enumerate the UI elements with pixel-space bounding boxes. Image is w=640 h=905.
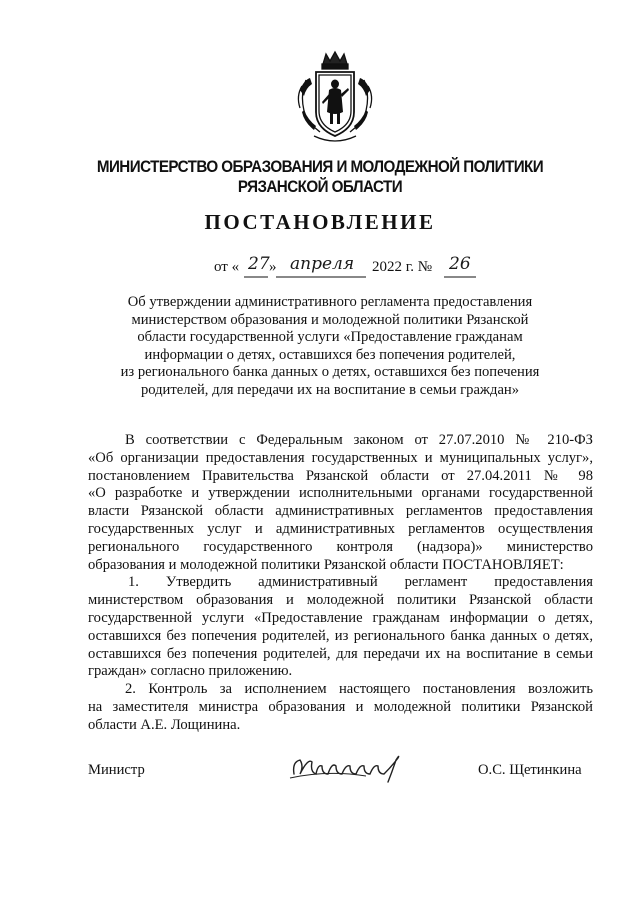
clause-2-line: области А.Е. Лощинина. xyxy=(88,716,241,733)
subject-line: министерством образования и молодежной политики Рязанской xyxy=(131,311,529,328)
body-line: постановлением Правительства Рязанской области от 27.04.2011 № 98 xyxy=(88,467,593,484)
document-body xyxy=(88,432,593,735)
ministry-name-line1: МИНИСТЕРСТВО ОБРАЗОВАНИЯ И МОЛОДЕЖНОЙ ПОЛИТИКИ xyxy=(96,158,544,176)
body-line: власти Рязанской области административных регламентов предоставления xyxy=(88,503,593,520)
body-line: регионального государственного контроля (надзора)» министерство xyxy=(88,538,593,555)
clause-1-line: министерством образования и молодежной политики Рязанской области xyxy=(88,592,593,609)
subject-line: Об утверждении административного регламента предоставления xyxy=(127,294,533,310)
clause-1-line: 1. Утвердить административный регламент предоставления xyxy=(128,574,593,591)
handwritten-signature xyxy=(288,748,418,788)
subject-line: информации о детях, оставшихся без попечения родителей, xyxy=(144,346,516,363)
date-prefix: от « xyxy=(214,259,240,275)
body-line: образования и молодежной политики Рязанской области ПОСТАНОВЛЯЕТ: xyxy=(88,556,564,573)
date-line xyxy=(214,253,514,283)
subject-line: родителей, для передачи их на воспитание в семьи граждан» xyxy=(140,381,520,398)
coat-of-arms-emblem xyxy=(292,50,378,146)
clause-1-line: оставшихся без попечения родителей, для передачи их на воспитание в семьи xyxy=(88,645,593,662)
ministry-name-line2: РЯЗАНСКОЙ ОБЛАСТИ xyxy=(237,178,403,196)
date-year: 2022 г. № xyxy=(372,259,433,275)
date-month: апреля xyxy=(290,254,355,274)
clause-1-line: граждан» согласно приложению. xyxy=(88,663,293,680)
date-day-suffix: » xyxy=(269,259,277,275)
body-line: В соответствии с Федеральным законом от 27.07.2010 № 210-ФЗ xyxy=(125,432,593,448)
document-title: ПОСТАНОВЛЕНИЕ xyxy=(204,210,436,234)
date-underlines xyxy=(214,253,514,283)
body-line: «Об организации предоставления государственных и муниципальных услуг», xyxy=(88,449,593,466)
subject-line: области государственной услуги «Предоставление гражданам xyxy=(137,329,523,346)
document-number: 26 xyxy=(449,254,471,274)
body-line: «О разработке и утверждении исполнительными органами государственной xyxy=(88,485,593,502)
clause-1-line: государственной услуги «Предоставление гражданам информации о детях, xyxy=(88,609,593,626)
subject-line: из регионального банка данных о детях, оставшихся без попечения xyxy=(120,364,540,381)
clause-2-line: на заместителя министра образования и молодежной политики Рязанской xyxy=(88,698,593,715)
body-line: государственных услуг и административных регламентов осуществления xyxy=(88,520,593,537)
signatory-name: О.С. Щетинкина xyxy=(478,762,582,778)
signatory-title: Министр xyxy=(88,762,145,778)
document-subject xyxy=(110,294,550,400)
clause-2-line: 2. Контроль за исполнением настоящего постановления возложить xyxy=(125,681,593,698)
clause-1-line: оставшихся без попечения родителей, из регионального банка данных о детях, xyxy=(88,627,593,644)
date-day: 27 xyxy=(248,254,270,274)
